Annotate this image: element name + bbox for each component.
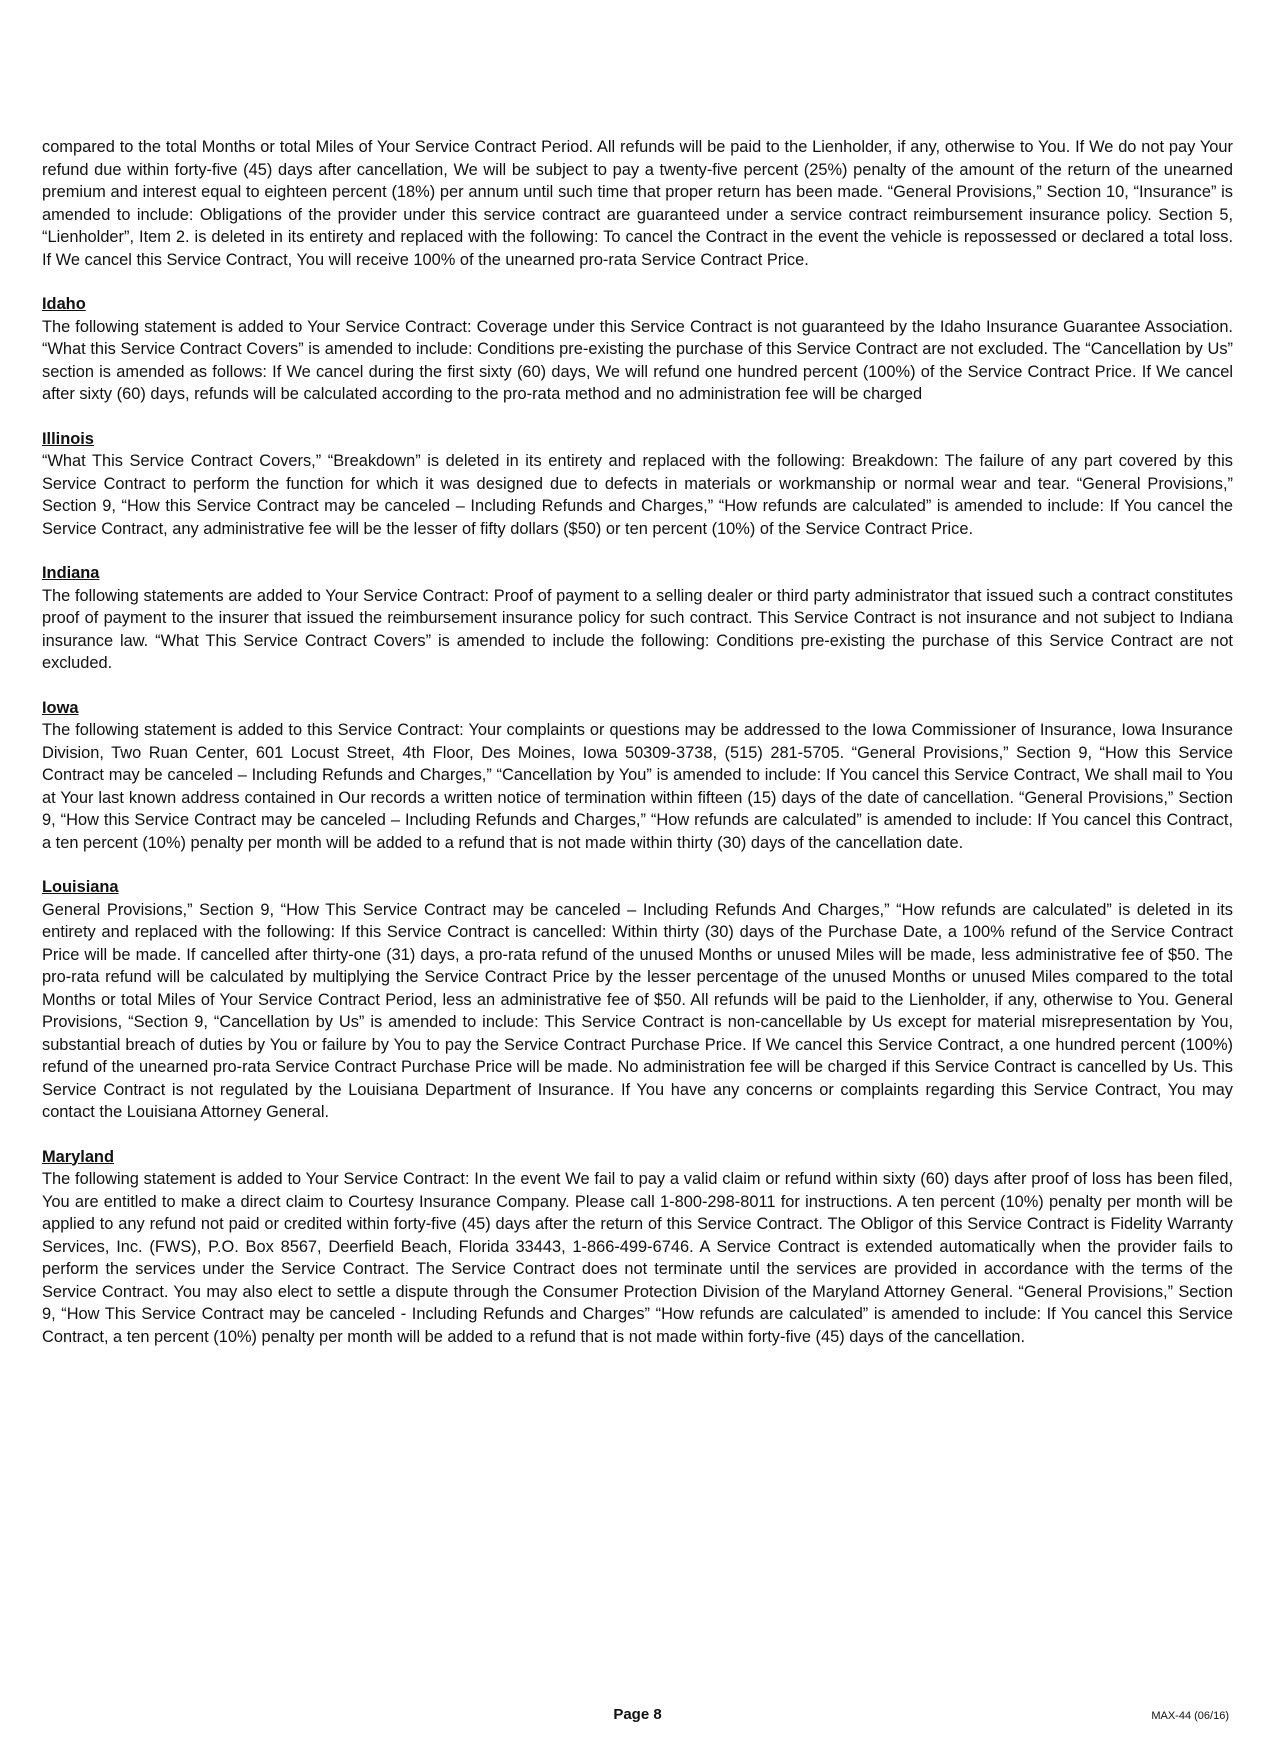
section-heading-maryland: Maryland (42, 1147, 114, 1166)
section-louisiana (42, 876, 1233, 1124)
section-text-louisiana: General Provisions,” Section 9, “How This Service Contract may be canceled – Including Refunds And Charges,” “How refunds are calculated” is deleted in its entirety and replaced with the following: If this Service Contract is cancelled: Within thirty (30) days of the Purchase Date, a 100% refund of the Service Contract Price will be made. If cancelled after thirty-one (31) days, a pro-rata refund of the unused Months or unused Miles will be made, less administrative fee of $50. The pro-rata refund will be calculated by multiplying the Service Contract Price by the lesser percentage of the unused Months or unused Miles compared to the total Months or total Miles of Your Service Contract Period, less an administrative fee of $50. All refunds will be paid to the Lienholder, if any, otherwise to You. General Provisions, “Section 9, “Cancellation by Us” is amended to include: This Service Contract is non-cancellable by Us except for material misrepresentation by You, substantial breach of duties by You or failure by You to pay the Service Contract Purchase Price. If We cancel this Service Contract, a one hundred percent (100%) refund of the unearned pro-rata Service Contract Purchase Price will be made. No administration fee will be charged if this Service Contract is cancelled by Us. This Service Contract is not regulated by the Louisiana Department of Insurance. If You have any concerns or complaints regarding this Service Contract, You may contact the Louisiana Attorney General. (42, 900, 1233, 1121)
section-heading-louisiana: Louisiana (42, 878, 119, 896)
section-maryland (42, 1146, 1233, 1349)
section-text-maryland: The following statement is added to Your Service Contract: In the event We fail to pay a valid claim or refund within sixty (60) days after proof of loss has been filed, You are entitled to make a direct claim to Courtesy Insurance Company. Please call 1-800-298-8011 for instructions. A ten percent (10%) penalty per month will be applied to any refund not paid or credited within forty-five (45) days after the return of this Service Contract. The Obligor of this Service Contract is Fidelity Warranty Services, Inc. (FWS), P.O. Box 8567, Deerfield Beach, Florida 33443, 1-866-499-6746. A Service Contract is extended automatically when the provider fails to perform the services under the Service Contract. The Service Contract does not terminate until the services are provided in accordance with the terms of the Service Contract. You may also elect to settle a dispute through the Consumer Protection Division of the Maryland Attorney General. “General Provisions,” Section 9, “How This Service Contract may be canceled - Including Refunds and Charges” “How refunds are calculated” is amended to include: If You cancel this Service Contract, a ten percent (10%) penalty per month will be added to a refund that is not made within forty-five (45) days of the cancellation. (42, 1170, 1233, 1346)
page-number: Page 8 (613, 1706, 662, 1723)
section-idaho (42, 293, 1233, 406)
intro-paragraph: compared to the total Months or total Miles of Your Service Contract Period. All refunds will be paid to the Lienholder, if any, otherwise to You. If We do not pay Your refund due within forty-five (45) days after cancellation, We will be subject to pay a twenty-five percent (25%) penalty of the amount of the return of the unearned premium and interest equal to eighteen percent (18%) per annum until such time that proper return has been made. “General Provisions,” Section 10, “Insurance” is amended to include: Obligations of the provider under this service contract are guaranteed under a service contract reimbursement insurance policy. Section 5, “Lienholder”, Item 2. is deleted in its entirety and replaced with the following: To cancel the Contract in the event the vehicle is repossessed or declared a total loss. If We cancel this Service Contract, You will receive 100% of the unearned pro-rata Service Contract Price. (42, 138, 1233, 269)
section-text-illinois: “What This Service Contract Covers,” “Breakdown” is deleted in its entirety and replaced with the following: Breakdown: The failure of any part covered by this Service Contract to perform the function for which it was designed due to defects in materials or workmanship or normal wear and tear. “General Provisions,” Section 9, “How this Service Contract may be canceled – Including Refunds and Charges,” “How refunds are calculated” is amended to include: If You cancel the Service Contract, any administrative fee will be the lesser of fifty dollars ($50) or ten percent (10%) of the Service Contract Price. (42, 452, 1233, 538)
section-text-iowa: The following statement is added to this Service Contract: Your complaints or questions may be addressed to the Iowa Commissioner of Insurance, Iowa Insurance Division, Two Ruan Center, 601 Locust Street, 4th Floor, Des Moines, Iowa 50309-3738, (515) 281-5705. “General Provisions,” Section 9, “How this Service Contract may be canceled – Including Refunds and Charges,” “Cancellation by You” is amended to include: If You cancel this Service Contract, We shall mail to You at Your last known address contained in Our records a written notice of termination within fifteen (15) days of the date of cancellation. “General Provisions,” Section 9, “How this Service Contract may be canceled – Including Refunds and Charges,” “How refunds are calculated” is amended to include: If You cancel this Contract, a ten percent (10%) penalty per month will be added to a refund that is not made within thirty (30) days of the cancellation date. (42, 721, 1233, 852)
section-text-indiana: The following statements are added to Your Service Contract: Proof of payment to a selling dealer or third party administrator that issued such a contract constitutes proof of payment to the insurer that issued the reimbursement insurance policy for such contract. This Service Contract is not insurance and not subject to Indiana insurance law. “What This Service Contract Covers” is amended to include the following: Conditions pre-existing the purchase of this Service Contract are not excluded. (42, 586, 1233, 672)
section-indiana (42, 562, 1233, 675)
page-content (42, 136, 1233, 1348)
section-heading-iowa: Iowa (42, 698, 79, 717)
section-heading-illinois: Illinois (42, 429, 94, 448)
section-text-idaho: The following statement is added to Your Service Contract: Coverage under this Service Contract is not guaranteed by the Idaho Insurance Guarantee Association. “What this Service Contract Covers” is amended to include: Conditions pre-existing the purchase of this Service Contract are not excluded. The “Cancellation by Us” section is amended as follows: If We cancel during the first sixty (60) days, We will refund one hundred percent (100%) of the Service Contract Price. If We cancel after sixty (60) days, refunds will be calculated according to the pro-rata method and no administration fee will be charged (42, 317, 1233, 403)
section-heading-indiana: Indiana (42, 564, 100, 582)
section-iowa (42, 697, 1233, 855)
form-code: MAX-44 (06/16) (1151, 1710, 1229, 1722)
section-heading-idaho: Idaho (42, 295, 86, 313)
section-illinois (42, 428, 1233, 541)
